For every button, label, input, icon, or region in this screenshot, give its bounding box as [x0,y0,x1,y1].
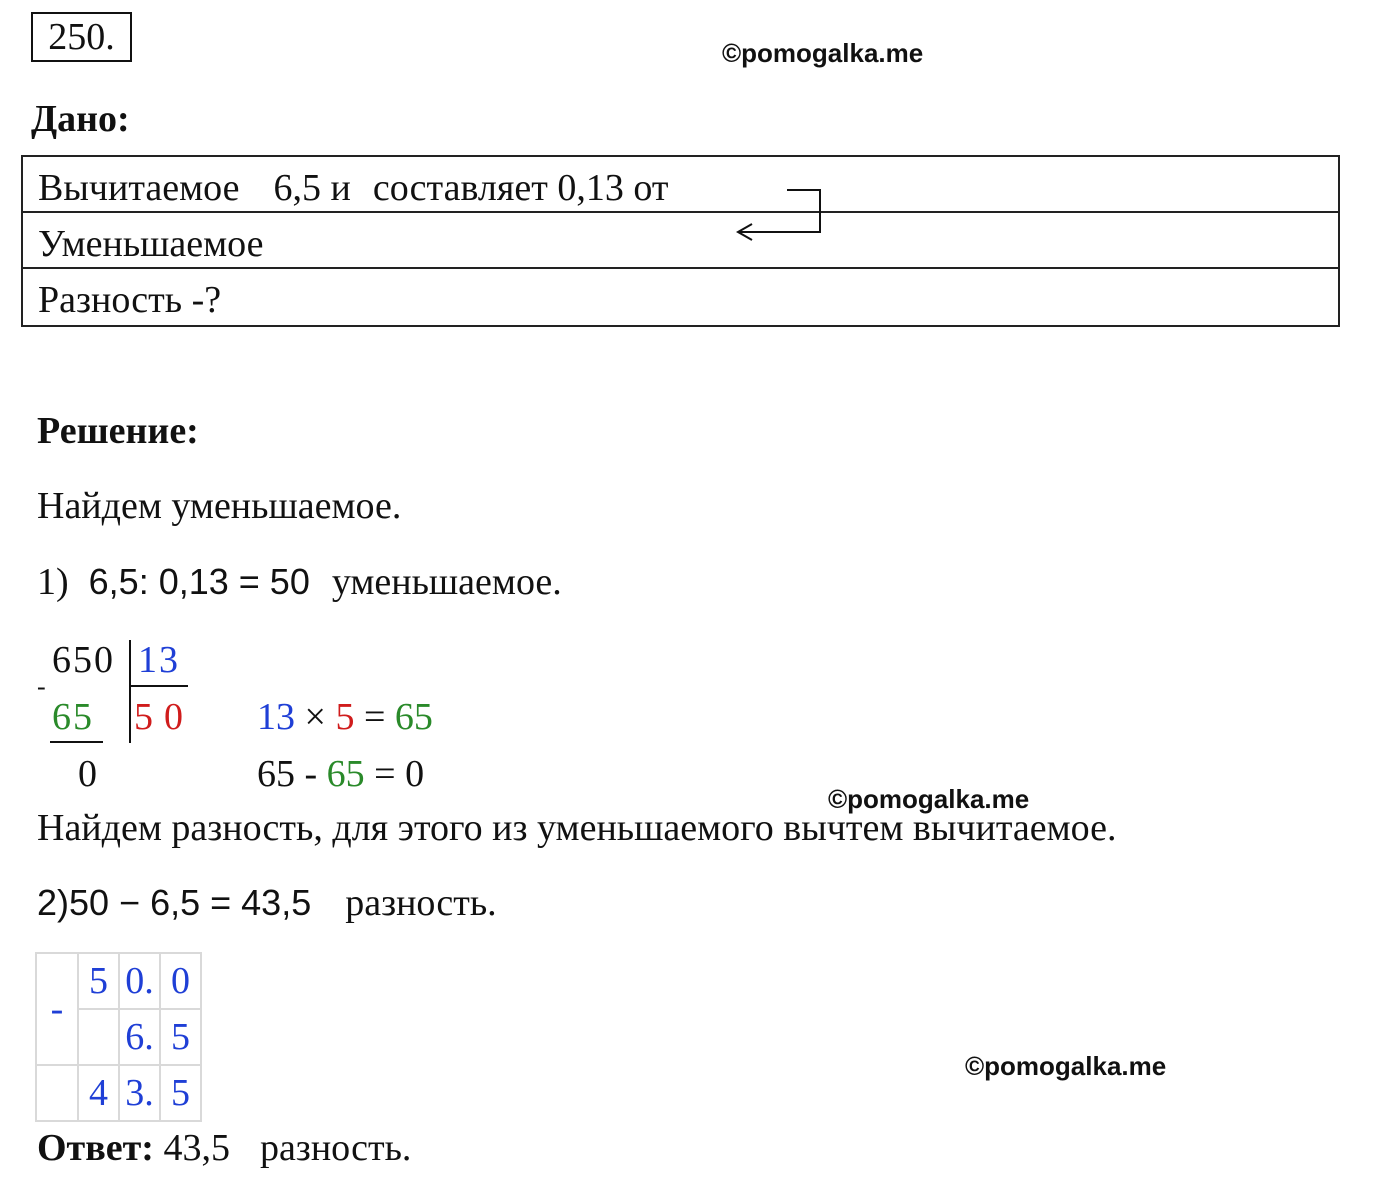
check-multiplication [257,698,433,736]
column-row-minuend [36,953,201,1009]
column-subtraction [35,952,202,1122]
column-minus-cell [36,953,78,1065]
check2-a: 65 [257,753,295,795]
column-cell: 4 [78,1065,119,1121]
column-cell: 0. [119,953,160,1009]
check1-eq: = [363,696,386,738]
check2-op: - [304,753,318,795]
division-minus-sign: - [37,672,46,701]
given-difference: Разность -? [38,279,222,321]
answer-unit: разность. [259,1127,412,1169]
step1-expression: 6,5: 0,13 = 50 [88,561,310,602]
check-subtraction [257,755,424,793]
column-cell [78,1009,119,1065]
answer-label: Ответ: [37,1127,154,1169]
division-divisor: 13 [138,639,180,681]
watermark-bottom: ©pomogalka.me [965,1051,1167,1081]
column-cell: 0 [160,953,201,1009]
check1-op: × [304,696,326,738]
division-quotient-digit-2: 0 [164,696,183,738]
column-minus-sign: - [50,988,64,1030]
division-dividend: 650 [52,639,115,681]
given-subtrahend-value: 6,5 и [273,167,351,209]
column-empty-cell [36,1065,78,1121]
division-subtrahend: 65 [52,696,94,738]
solution-heading: Решение: [37,410,199,452]
step1-intro: Найдем уменьшаемое. [37,485,402,527]
step2-label: разность. [345,882,497,924]
problem-number: 250. [31,12,132,62]
step2-expression: 2)50 − 6,5 = 43,5 [37,882,312,923]
column-cell: 5 [160,1065,201,1121]
column-row-result [36,1065,201,1121]
step2-line [37,884,497,922]
check1-a: 13 [257,696,295,738]
column-cell: 5 [78,953,119,1009]
given-subtrahend-label: Вычитаемое [38,167,240,209]
division-remainder: 0 [78,753,97,795]
step1-label: уменьшаемое. [331,561,562,603]
column-cell: 3. [119,1065,160,1121]
check1-b: 5 [335,696,355,738]
column-cell: 5 [160,1009,201,1065]
check1-res: 65 [394,696,433,738]
step1-line [37,563,562,601]
answer-line [37,1129,411,1167]
given-minuend: Уменьшаемое [38,223,264,265]
division-quotient-digit-1: 5 [134,696,153,738]
given-heading: Дано: [31,98,130,140]
check2-b: 65 [326,753,365,795]
watermark-top: ©pomogalka.me [722,38,924,68]
column-cell: 6. [119,1009,160,1065]
watermark-middle: ©pomogalka.me [828,784,1030,814]
check2-eq: = [374,753,396,795]
given-subtrahend-extra: составляет 0,13 от [372,167,669,209]
check2-res: 0 [405,753,425,795]
step2-intro: Найдем разность, для этого из уменьшаемого вычтем вычитаемое. [37,807,1117,849]
answer-value: 43,5 [163,1127,230,1169]
step1-number: 1) [37,561,69,603]
